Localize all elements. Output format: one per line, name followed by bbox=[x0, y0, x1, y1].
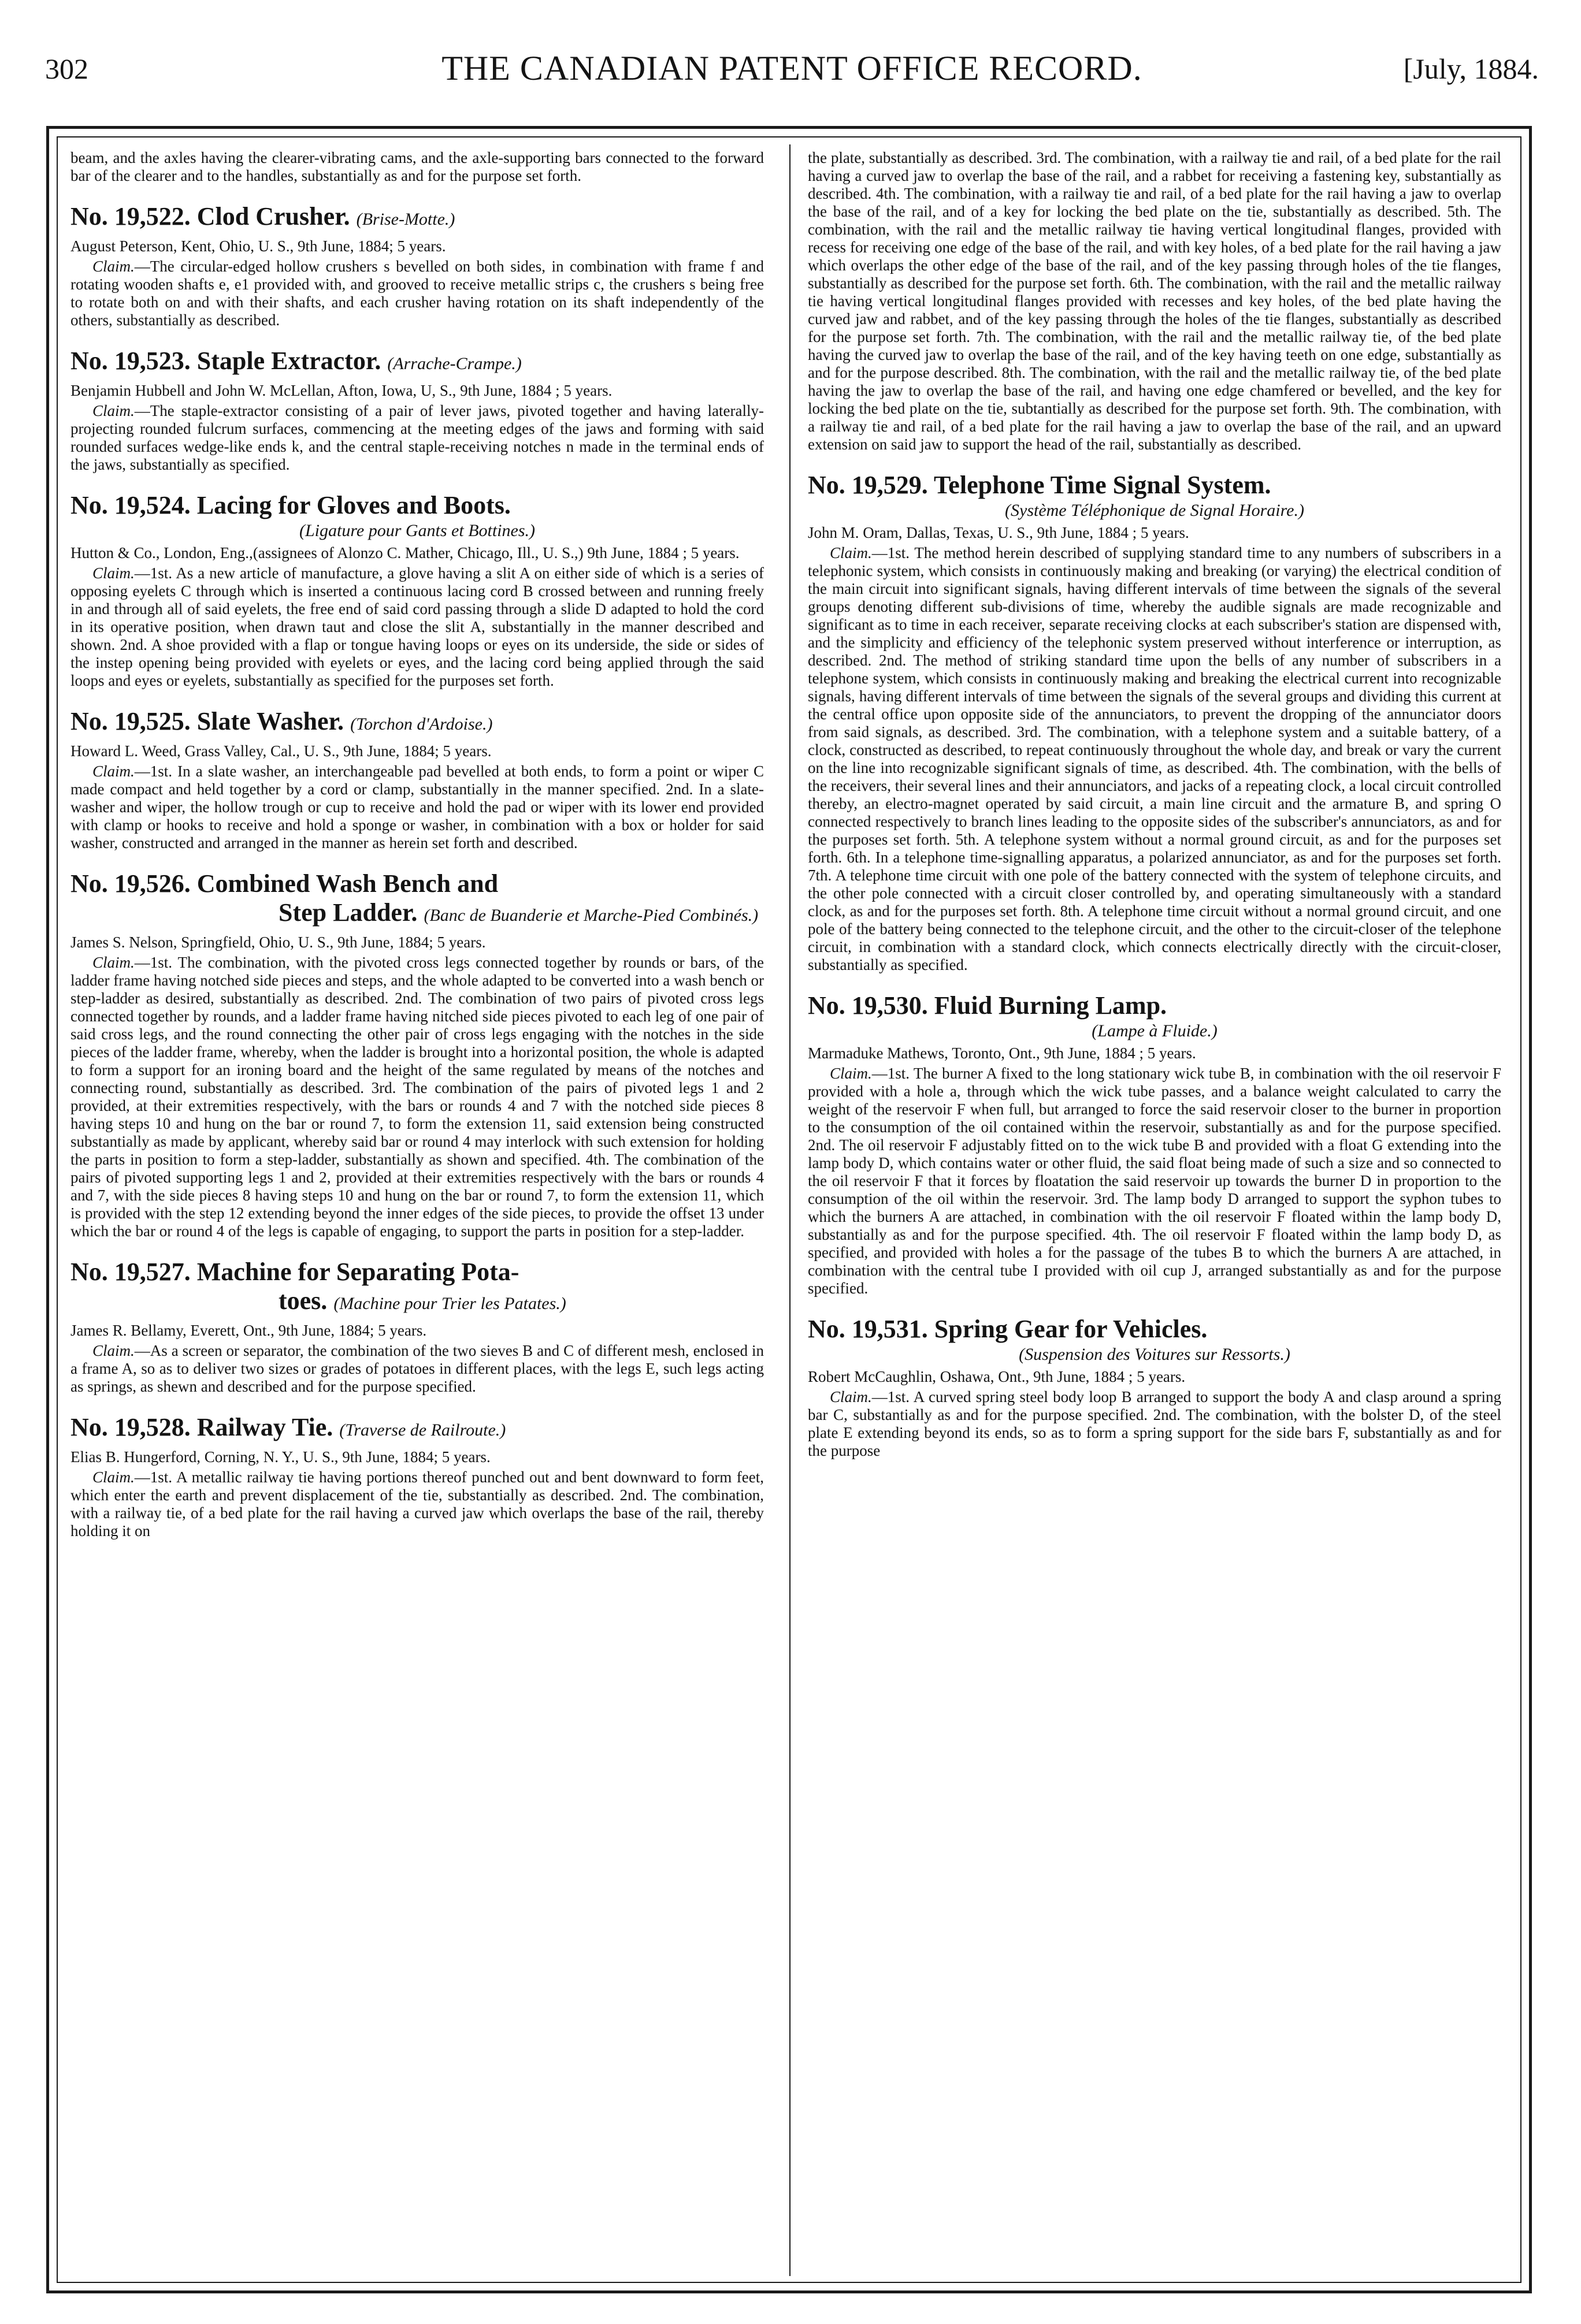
patent-heading bbox=[70, 202, 764, 234]
claim-label: Claim. bbox=[92, 402, 135, 419]
patent-french-title: (Traverse de Railroute.) bbox=[339, 1421, 506, 1440]
journal-title: THE CANADIAN PATENT OFFICE RECORD. bbox=[441, 49, 1142, 87]
patent-french-title: (Suspension des Voitures sur Ressorts.) bbox=[1019, 1345, 1290, 1364]
claim-label: Claim. bbox=[92, 954, 135, 971]
patent-title: Telephone Time Signal System. bbox=[934, 471, 1271, 499]
patent-heading bbox=[70, 1258, 764, 1318]
patent-heading bbox=[808, 1315, 1501, 1344]
patent-claim bbox=[808, 544, 1501, 974]
patent-entry-19528 bbox=[70, 1413, 764, 1540]
claim-label: Claim. bbox=[92, 564, 135, 582]
claim-label: Claim. bbox=[830, 544, 872, 562]
patent-title: Fluid Burning Lamp. bbox=[934, 991, 1167, 1020]
issue-date: [July, 1884. bbox=[1403, 53, 1539, 85]
patent-entry-19531 bbox=[808, 1315, 1501, 1460]
page-header bbox=[45, 49, 1539, 97]
patent-number: No. 19,526. bbox=[70, 869, 191, 898]
patent-claim bbox=[70, 402, 764, 474]
claim-label: Claim. bbox=[830, 1388, 872, 1405]
claim-label: Claim. bbox=[92, 1468, 135, 1486]
patent-title: Combined Wash Bench and bbox=[196, 869, 499, 898]
patent-title: Machine for Separating Pota- bbox=[196, 1258, 519, 1286]
claim-text: —The staple-extractor consisting of a pair of lever jaws, pivoted together and having laterally-projecting rounded fulcrum surfaces, commencing at the meeting edges of the jaws and forming with said rounded surfaces wedge-like ends k, and the central staple-receiving notches n made in the terminal ends of the jaws, substantially as specified. bbox=[70, 402, 764, 473]
patent-byline: August Peterson, Kent, Ohio, U. S., 9th June, 1884; 5 years. bbox=[70, 237, 446, 255]
patent-claim bbox=[70, 564, 764, 690]
patent-byline: Benjamin Hubbell and John W. McLellan, Afton, Iowa, U, S., 9th June, 1884 ; 5 years. bbox=[70, 382, 613, 399]
claim-text: —1st. The method herein described of supplying standard time to any numbers of subscribers in a telephonic system, which consists in continuously making and breaking (or varying) the electrical condition of the main circuit into significant signals, having different intervals of time between the signals of the several groups denoting different sub-divisions of time, whereby the audible signals are made recognizable and significant as to time in each receiver, separate receiving clocks at each subscriber's station are dispensed with, and the simplicity and efficiency of the telephonic system preserved without interference or interruption, as described. 2nd. The method of striking standard time upon the bells of any number of subscribers in a telephone system, which consists in continuously making and breaking the electrical current into recognizable signals, having different intervals of time between the signals of the several groups and dividing this current at the central office upon opposite side of the annunciators, to prevent the dropping of the annunciator doors from said signals, as described. 3rd. The combination, with a telephone system and a suitable battery, of a clock, constructed as described, to repeat continuously throughout the whole day, and break or vary the current on the line into recognizable significant signals of time, as described. 4th. The combination, with the bells of the receivers, their several lines and their annunciators, and jacks of a repeating clock, a local circuit controlled thereby, an electro-magnet operated by said circuit, a main line circuit and the armature B, and spring O connected respectively to branch lines leading to the opposite sides of the subscriber's annunciators, as and for the purposes set forth. 5th. A telephone system without a normal ground circuit, as and for the purposes set forth. 6th. In a telephone time-signalling apparatus, a polarized annunciator, as and for the purposes set forth. 7th. A telephone time circuit with one pole of the battery connected with the system of telephone circuits, and the other pole connected with a circuit closer controlled by, and operating simultaneously with a standard clock, as and for the purposes set forth. 8th. A telephone time circuit without a normal ground circuit, and one pole of the battery being connected to the telephone circuit, and the other to the circuit-closer of the telephone circuit, in combination with a standard clock, which connects electrically directly with the circuit-closer, substantially as specified. bbox=[808, 544, 1501, 973]
patent-number: No. 19,530. bbox=[808, 991, 928, 1020]
patent-entry-19522 bbox=[70, 202, 764, 329]
patent-claim bbox=[70, 763, 764, 852]
patent-entry-19524 bbox=[70, 491, 764, 690]
patent-french-title: (Arrache-Crampe.) bbox=[387, 354, 522, 373]
patent-title: Slate Washer. bbox=[196, 707, 344, 735]
patent-entry-19525 bbox=[70, 707, 764, 852]
claim-label: Claim. bbox=[830, 1065, 872, 1082]
claim-text: —1st. The combination, with the pivoted cross legs connected together by rounds or bars, of the ladder frame having notched side pieces and steps, and the whole adapted to be converted into a wash bench or step-ladder as desired, substantially as described. 2nd. The combination of two pairs of pivoted cross legs connected together by rounds, and a ladder frame having nitched side pieces pivoted to each leg of one pair of said cross legs, and the round connecting the other pair of cross legs engaging with the notches in the side pieces of the ladder frame, whereby, when the ladder is brought into a horizontal position, the whole is adapted to form a support for an ironing board and the height of the same regulated by means of the notches and connecting round, substantially as described. 3rd. The combination of the pairs of pivoted legs 1 and 2 provided, at their extremities respectively, with the bars or rounds 4 and 7 with the notched side pieces 8 having steps 10 and hung on the bar or round 7, to form the extension 11, said extension being constructed substantially as made by applicant, whereby said bar or round 4 may interlock with such extension for holding the parts in position to form a step-ladder, substantially as shown and specified. 4th. The combination of the pairs of pivoted supporting legs 1 and 2, provided at their extremities respectively with the bars or rounds 4 and 7, with the side pieces 8 having steps 10 and hung on the bar or round 7, to form the extension 11, which is provided with the step 12 extending beyond the inner edges of the side pieces, to provide the offset 13 under which the bar or round 4 of the legs is capable of engaging, to support the parts in position for a step-ladder. bbox=[70, 954, 764, 1240]
patent-number: No. 19,525. bbox=[70, 707, 191, 735]
claim-label: Claim. bbox=[92, 258, 135, 275]
patent-heading bbox=[70, 1413, 764, 1445]
patent-byline: Marmaduke Mathews, Toronto, Ont., 9th June, 1884 ; 5 years. bbox=[808, 1044, 1196, 1062]
claim-text: —1st. A metallic railway tie having portions thereof punched out and bent downward to form feet, which enter the earth and prevent displacement of the tie, substantially as described. 2nd. The combination, with a railway tie, of a bed plate for the rail having a curved jaw which overlaps the base of the rail, thereby holding it on bbox=[70, 1468, 764, 1540]
patent-number: No. 19,527. bbox=[70, 1258, 191, 1286]
patent-title: Railway Tie. bbox=[196, 1413, 333, 1441]
patent-claim bbox=[70, 258, 764, 329]
patent-claim bbox=[808, 1388, 1501, 1460]
patent-byline: Elias B. Hungerford, Corning, N. Y., U. S., 9th June, 1884; 5 years. bbox=[70, 1448, 491, 1466]
continuation-text: beam, and the axles having the clearer-vibrating cams, and the axle-supporting bars connected to the forward bar of the clearer and to the handles, substantially as and for the purpose set forth. bbox=[70, 149, 764, 184]
claim-text: —1st. A curved spring steel body loop B arranged to support the body A and clasp around a spring bar C, substantially as and for the purpose specified. 2nd. The combination, with the bolster D, of the steel plate E extending beyond its ends, so as to form a spring support for the side bars F, substantially as and for the purpose bbox=[808, 1388, 1501, 1459]
patent-number: No. 19,528. bbox=[70, 1413, 191, 1441]
patent-entry-19530 bbox=[808, 991, 1501, 1297]
patent-title-line2 bbox=[70, 898, 764, 930]
patent-french-title: (Ligature pour Gants et Bottines.) bbox=[299, 521, 536, 540]
patent-entry-19527 bbox=[70, 1258, 764, 1396]
patent-number: No. 19,529. bbox=[808, 471, 928, 499]
patent-title: Lacing for Gloves and Boots. bbox=[196, 491, 511, 519]
continuation-text: the plate, substantially as described. 3rd. The combination, with a railway tie and rail, of a bed plate for the rail having a curved jaw to overlap the base of the rail, and a rabbet for receiving a fastening key, substantially as described. 4th. The combination, with a railway tie and rail, of a bed plate for the rail having a jaw to overlap the base of the rail, and of a key for locking the bed plate on the tie, substantially as described. 5th. The combination, with the rail and the metallic railway tie having vertical longitudinal flanges, provided with recess for receiving one edge of the base of the rail, and with key holes, of a bed plate for the rail having a jaw which overlaps the other edge of the base of the rail, and of the key passing through holes of the tie flanges, substantially as described for the purpose set forth. 6th. The combination, with the rail and the metallic railway tie having vertical longitudinal flanges provided with recesses and key holes, of the bed plate having the curved jaw and rabbet, and of the key passing through the holes of the tie flanges, substantially as described for the purpose set forth. 7th. The combination, with the rail and the metallic railway tie, of the bed plate having the curved jaw to overlap the base of the rail, and of the key having teeth on one edge, substantially as and for the purpose described. 8th. The combination, with the rail and the metallic railway tie, of the bed plate having the jaw to overlap the base of the rail, and having one edge chamfered or bevelled, and the key for locking the bed plate on the tie, subtantially as described for the purpose set forth. 9th. The combination, with a railway tie and rail, of a bed plate for the rail having a jaw to overlap the base of the rail, and an upward extension on said jaw to support the head of the rail, substantially as described. bbox=[808, 149, 1501, 453]
patent-title-continued: toes. bbox=[279, 1286, 328, 1315]
page-number: 302 bbox=[45, 53, 88, 85]
right-column bbox=[808, 149, 1501, 2275]
patent-number: No. 19,522. bbox=[70, 202, 191, 230]
patent-claim bbox=[70, 954, 764, 1240]
patent-heading bbox=[70, 707, 764, 739]
patent-number: No. 19,524. bbox=[70, 491, 191, 519]
patent-heading bbox=[808, 471, 1501, 500]
claim-text: —1st. The burner A fixed to the long stationary wick tube B, in combination with the oil reservoir F provided with a hole a, through which the wick tube passes, and a balance weight calculated to carry the weight of the reservoir F when full, but arranged to force the said reservoir closer to the burner in proportion to the consumption of the oil contained within the reservoir, substantially as and for the purpose specified. 2nd. The oil reservoir F adjustably fitted on to the wick tube B and provided with a float G extending into the lamp body D, which contains water or other fluid, the said float being made of such a size and so connected to the oil reservoir F that it forces by floatation the said reservoir up towards the burner D in proportion to the consumption of the oil within the reservoir. 3rd. The lamp body D arranged to support the syphon tubes to which the burners A are attached, in combination with the oil reservoir F floated within the lamp body D, substantially as and for the purpose specified. 4th. The oil reservoir F floated within the lamp body D, as specified, and provided with holes a for the passage of the tubes B to which the burners A are attached, in combination with the central tube I provided with oil cup J, arranged substantially as and for the purpose specified. bbox=[808, 1065, 1501, 1297]
patent-french-title: (Brise-Motte.) bbox=[356, 210, 455, 229]
claim-text: —1st. As a new article of manufacture, a glove having a slit A on either side of which is a series of opposing eyelets C through which is inserted a continuous lacing cord B crossed between and running freely in and through all of said eyelets, the free end of said cord passing through a slide D adapted to hold the cord in its operative position, when drawn taut and close the slit A, substantially in the manner described and shown. 2nd. A shoe provided with a flap or tongue having loops or eyes on its underside, the side or sides of the instep opening being provided with eyelets or eyes, and the lacing cord being applied through the said loops and eyes or eyelets, substantially as specified for the purposes set forth. bbox=[70, 564, 764, 689]
patent-byline: John M. Oram, Dallas, Texas, U. S., 9th June, 1884 ; 5 years. bbox=[808, 524, 1189, 541]
claim-text: —The circular-edged hollow crushers s bevelled on both sides, in combination with frame f and rotating wooden shafts e, e1 provided with, and grooved to receive metallic strips c, the crushers s being free to rotate both on and with their shafts, and each crusher having rotation on its shaft independently of the others, substantially as described. bbox=[70, 258, 764, 329]
patent-french-title: (Lampe à Fluide.) bbox=[1092, 1021, 1218, 1040]
patent-french-title: (Torchon d'Ardoise.) bbox=[350, 715, 493, 734]
patent-byline: Hutton & Co., London, Eng.,(assignees of Alonzo C. Mather, Chicago, Ill., U. S.,) 9th June, 1884 ; 5 years. bbox=[70, 544, 740, 562]
patent-title-line2 bbox=[70, 1286, 764, 1318]
patent-french-title: (Machine pour Trier les Patates.) bbox=[333, 1294, 566, 1313]
patent-byline: James S. Nelson, Springfield, Ohio, U. S., 9th June, 1884; 5 years. bbox=[70, 934, 486, 951]
patent-entry-19529 bbox=[808, 471, 1501, 974]
patent-french-title: (Banc de Buanderie et Marche-Pied Combinés.) bbox=[424, 906, 759, 925]
patent-french-title: (Système Téléphonique de Signal Horaire.) bbox=[1005, 501, 1304, 520]
patent-heading bbox=[70, 491, 764, 520]
left-column bbox=[70, 149, 764, 2275]
patent-claim bbox=[70, 1342, 764, 1396]
patent-byline: James R. Bellamy, Everett, Ont., 9th June, 1884; 5 years. bbox=[70, 1322, 427, 1339]
patent-title: Spring Gear for Vehicles. bbox=[934, 1315, 1208, 1343]
patent-title: Clod Crusher. bbox=[196, 202, 350, 230]
claim-label: Claim. bbox=[92, 763, 135, 780]
column-divider bbox=[789, 144, 790, 2276]
patent-heading bbox=[808, 991, 1501, 1020]
patent-byline: Howard L. Weed, Grass Valley, Cal., U. S., 9th June, 1884; 5 years. bbox=[70, 742, 492, 760]
patent-entry-19526 bbox=[70, 869, 764, 1240]
patent-byline: Robert McCaughlin, Oshawa, Ont., 9th June, 1884 ; 5 years. bbox=[808, 1368, 1186, 1385]
patent-title-continued: Step Ladder. bbox=[279, 898, 418, 927]
claim-label: Claim. bbox=[92, 1342, 135, 1359]
patent-claim bbox=[70, 1468, 764, 1540]
patent-entry-19523 bbox=[70, 347, 764, 474]
claim-text: —As a screen or separator, the combination of the two sieves B and C of different mesh, enclosed in a frame A, so as to deliver two sizes or grades of potatoes in different places, with the legs E, such legs acting as springs, as shewn and described and for the purpose specified. bbox=[70, 1342, 764, 1395]
patent-number: No. 19,523. bbox=[70, 347, 191, 375]
claim-text: —1st. In a slate washer, an interchangeable pad bevelled at both ends, to form a point or wiper C made compact and held together by a cord or clamp, substantially in the manner specified. 2nd. In a slate-washer and wiper, the hollow trough or cup to receive and hold the pad or wiper with its lower end provided with clamp or hooks to receive and hold a sponge or washer, in combination with a box or holder for said washer, constructed and arranged in the manner as herein set forth and described. bbox=[70, 763, 764, 851]
patent-heading bbox=[70, 347, 764, 378]
patent-claim bbox=[808, 1065, 1501, 1297]
patent-heading bbox=[70, 869, 764, 930]
patent-title: Staple Extractor. bbox=[196, 347, 381, 375]
patent-number: No. 19,531. bbox=[808, 1315, 928, 1343]
